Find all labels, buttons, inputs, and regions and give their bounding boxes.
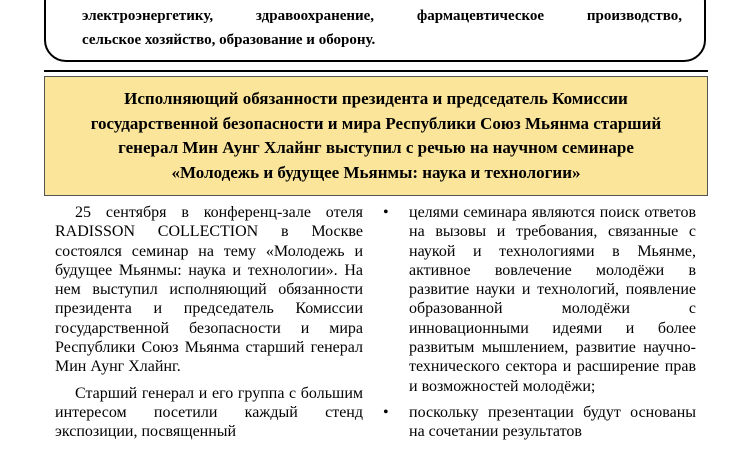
left-column <box>55 203 363 442</box>
section-divider <box>44 70 708 72</box>
bullet-icon: • <box>383 204 389 221</box>
top-box-line-1: электроэнергетику, здравоохранение, фармацевтическое производство, <box>82 8 682 24</box>
list-item <box>383 403 696 442</box>
list-item <box>383 203 696 396</box>
headline-line-3: генерал Мин Аунг Хлайнг выступил с речью на научном семинаре <box>118 138 634 157</box>
bullet-icon: • <box>383 403 389 421</box>
headline-box <box>44 76 708 196</box>
headline-line-2: государственной безопасности и мира Республики Союз Мьянма старший <box>90 113 662 133</box>
list-item-text: поскольку презентации будут основаны на сочетании результатов <box>409 403 696 441</box>
bullet-list <box>383 203 696 442</box>
list-item-text: целями семинара являются поиск ответов на вызовы и требования, связанные с наукой и технологиями в Мьянме, активное вовлечение молодёжи в развитие науки и технологий, появление образованной молодёжи с инновационными идеями и более развитым мышлением, развитие научно-технического сектора и расширение прав и возможностей молодёжи; <box>409 204 696 395</box>
top-text-box <box>44 0 706 62</box>
headline-line-1: Исполняющий обязанности президента и председатель Комиссии <box>124 89 628 108</box>
right-column <box>383 203 696 442</box>
headline <box>91 87 661 185</box>
headline-line-4: «Молодежь и будущее Мьянмы: наука и технологии» <box>171 162 581 182</box>
article-paragraph-1: 25 сентября в конференц-зале отеля RADISSON COLLECTION в Москве состоялся семинар на тему «Молодежь и будущее Мьянмы: наука и технологии». На нем выступил исполняющий обязанности президента и председатель Комиссии государственной безопасности и мира Республики Союз Мьянма старший генерал Мин Аунг Хлайнг. <box>55 204 363 376</box>
article-paragraph-2: Старший генерал и его группа с большим интересом посетили каждый стенд экспозиции, посвященный <box>55 384 363 441</box>
top-box-line-2: сельское хозяйство, образование и оборону. <box>82 32 376 48</box>
